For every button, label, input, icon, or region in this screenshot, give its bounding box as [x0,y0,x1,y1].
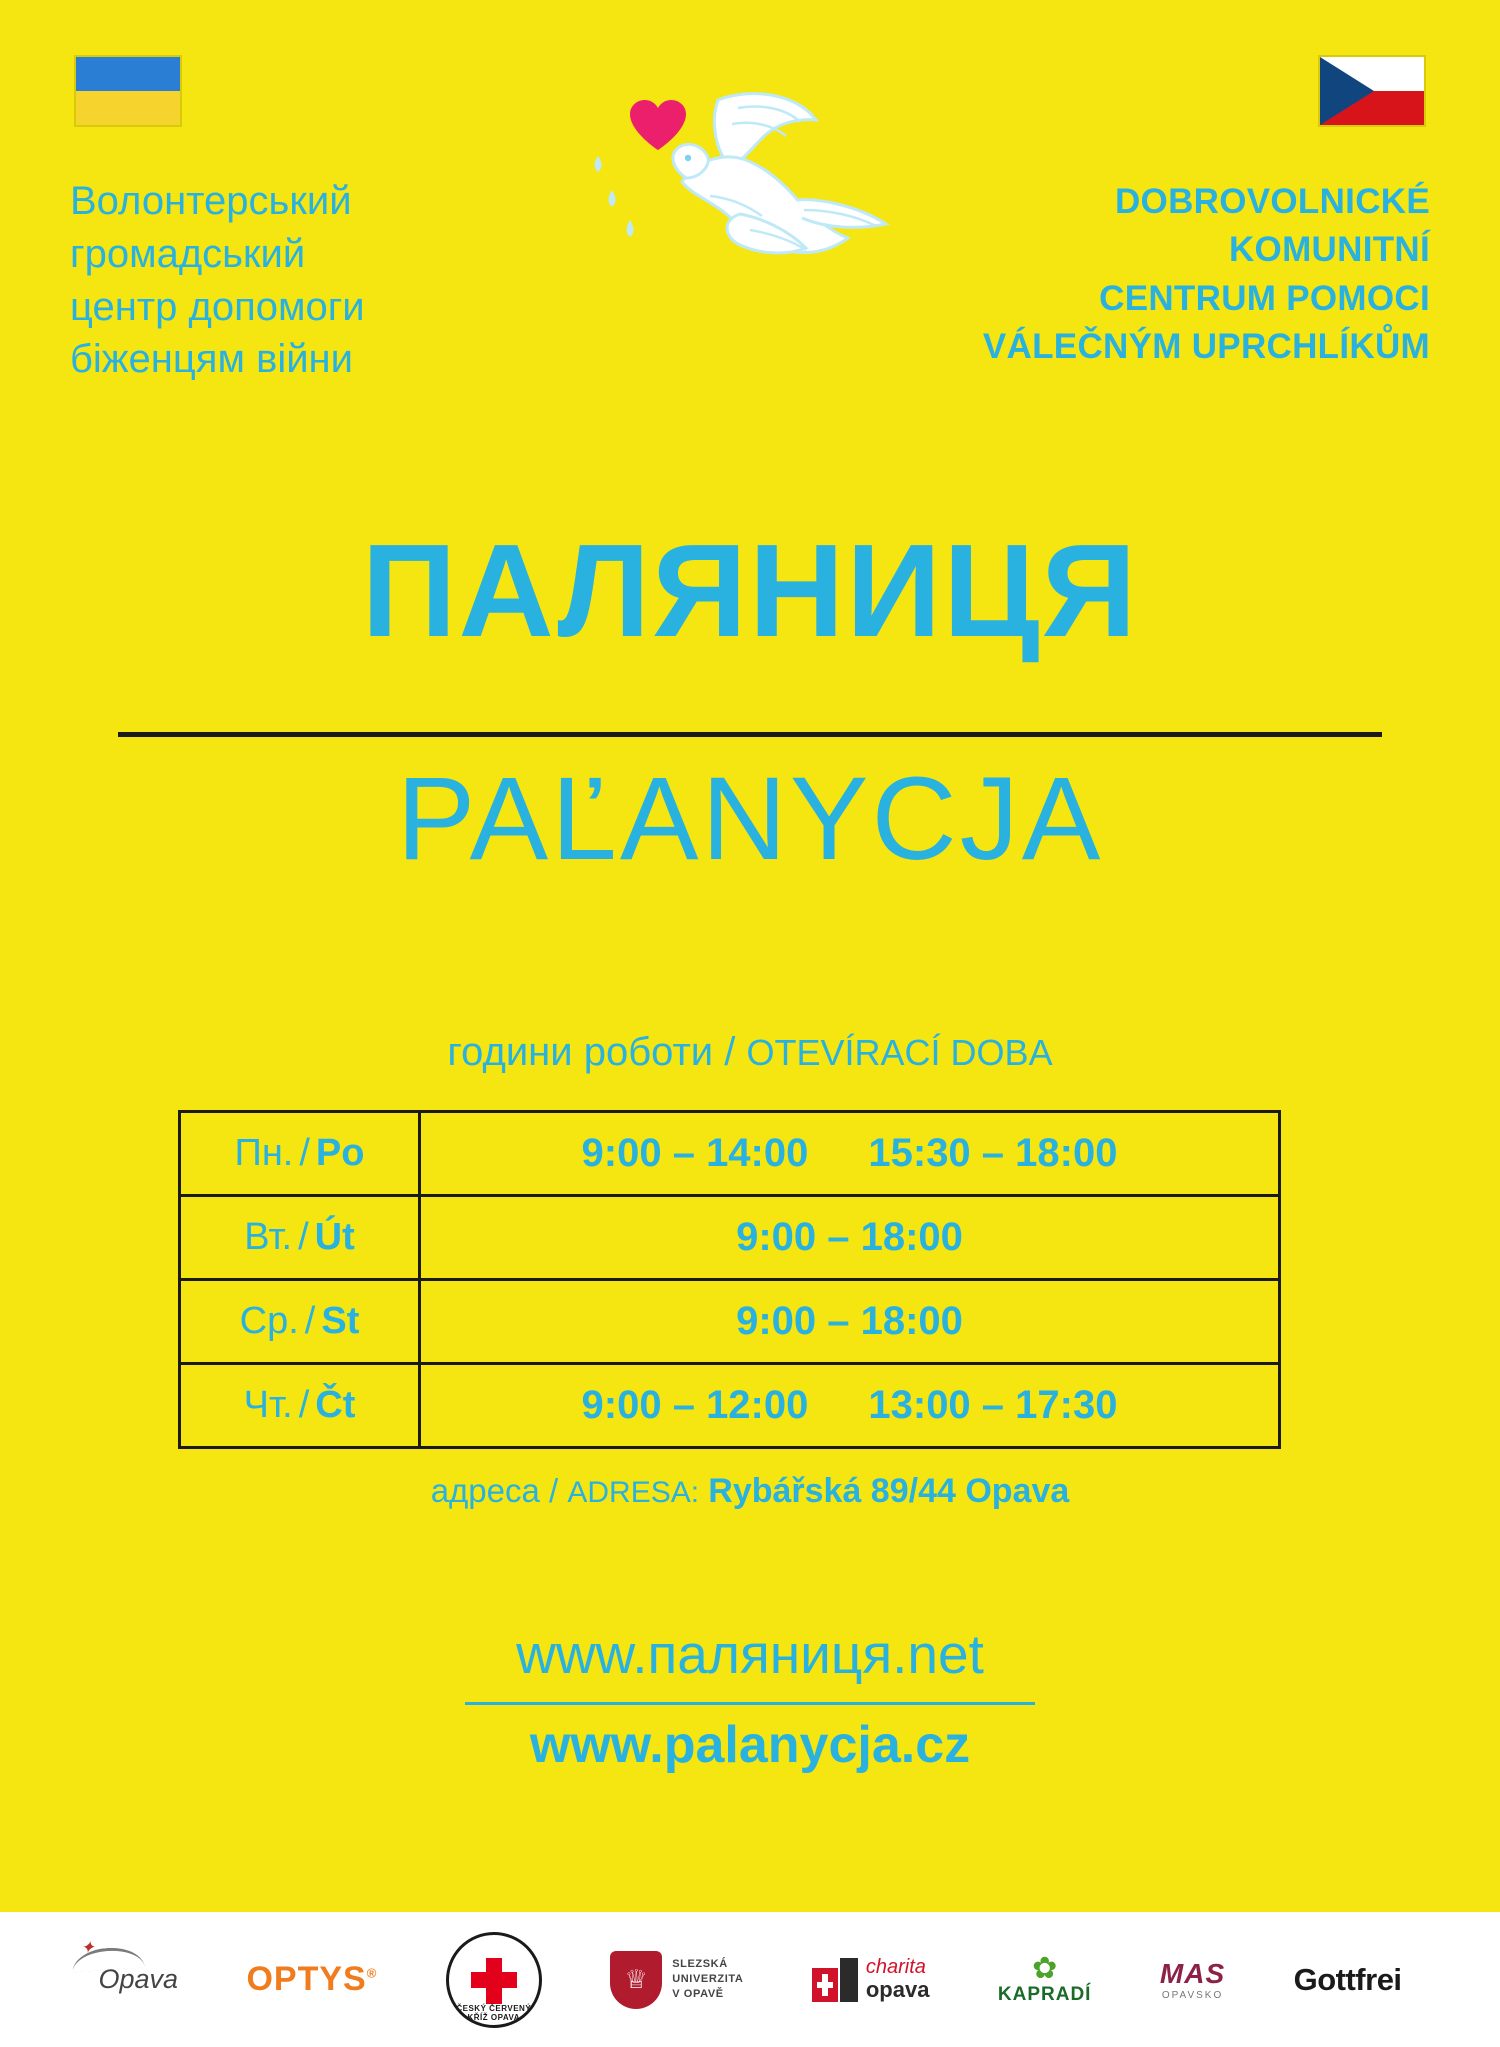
ukraine-flag-yellow-band [76,91,180,125]
times-cell [421,1197,1278,1278]
day-cell [181,1113,421,1194]
hours-heading-uk: години роботи [447,1030,714,1074]
table-row [181,1197,1278,1281]
logo-charita-opava [812,1937,930,2023]
website-link-cyrillic[interactable]: www.паляниця.net [516,1623,984,1685]
logo-mas-sublabel: OPAVSKO [1161,1990,1224,2001]
day-cell [181,1197,421,1278]
header-line-uk-4: біженцям війни [70,337,353,382]
hours-heading-separator: / [724,1030,736,1074]
logo-slu-line3: V OPAVĚ [672,1987,724,2000]
logo-optys-mark: ® [366,1965,378,1981]
dove-with-heart-icon [590,78,910,343]
logo-mas-label: MAS [1159,1958,1226,1989]
day-label-cz: St [321,1300,360,1342]
times-cell [421,1365,1278,1446]
day-label-uk: Вт. [244,1216,293,1258]
logo-opava-label: Opava [98,1964,179,1994]
sponsor-logo-bar [0,1912,1500,2047]
day-separator: / [299,1132,310,1174]
day-label-cz: Po [315,1132,365,1174]
header-text-czech [870,178,1430,371]
address-label-cz: ADRESA: [567,1476,700,1509]
ukraine-flag-blue-band [76,57,180,91]
header-line-cz-2: KOMUNITNÍ [1228,230,1430,270]
logo-kapradi [998,1937,1092,2023]
czech-flag-icon [1318,55,1426,127]
fern-leaf-icon: ✿ [1032,1951,1058,1985]
logo-optys-label: OPTYS [246,1960,367,1998]
header-line-cz-3: CENTRUM POMOCI [1099,278,1430,318]
day-cell [181,1281,421,1362]
time-range-1: 9:00 – 12:00 [581,1383,809,1427]
opening-hours-heading [0,1030,1500,1075]
logo-cesky-cerveny-kriz [446,1937,542,2023]
day-separator: / [298,1216,309,1258]
table-row [181,1281,1278,1365]
time-range-1: 9:00 – 18:00 [736,1299,963,1343]
address-line [0,1472,1500,1511]
opava-bird-icon: ✦ [80,1938,95,1957]
logo-slu-line2: UNIVERZITA [672,1973,744,1986]
page-title-cyrillic: ПАЛЯНИЦЯ [361,517,1139,664]
website-divider [465,1702,1035,1705]
day-separator: / [298,1384,310,1426]
logo-kapradi-label: KAPRADÍ [997,1983,1092,2005]
day-label-cz: Čt [315,1384,356,1426]
opening-hours-table [178,1110,1281,1449]
title-divider [118,732,1382,737]
day-label-cz: Út [314,1216,355,1258]
logo-charita-label-1: charita [865,1956,926,1979]
time-range-1: 9:00 – 18:00 [736,1215,963,1259]
time-range-1: 9:00 – 14:00 [581,1131,809,1175]
logo-mas-opavsko [1160,1937,1225,2023]
time-range-2: 15:30 – 18:00 [868,1131,1118,1175]
address-separator: / [549,1472,559,1509]
page-title-latin: PAĽANYCJA [396,753,1104,885]
charita-cross-tower-icon [812,1958,858,2002]
logo-crc-label: ČESKÝ ČERVENÝ KŘÍŽ OPAVA [456,2003,532,2022]
address-value: Rybářská 89/44 Opava [708,1472,1070,1510]
logo-opava [80,1937,179,2023]
hours-heading-cz: OTEVÍRACÍ DOBA [746,1032,1053,1073]
header-line-cz-4: VÁLEČNÝM UPRCHLÍKŮM [982,326,1430,366]
university-crest-icon: ♕ [610,1951,662,2009]
header-line-uk-2: громадський [70,231,306,276]
table-row [181,1365,1278,1449]
czech-flag-blue-triangle [1320,57,1374,125]
day-separator: / [304,1300,316,1342]
website-link-latin[interactable]: www.palanycja.cz [529,1716,971,1774]
header-line-uk-1: Волонтерський [70,179,352,223]
logo-slezska-univerzita [610,1937,743,2023]
logo-optys [246,1937,377,2023]
time-range-2: 13:00 – 17:30 [868,1383,1118,1427]
times-cell [421,1113,1278,1194]
ukraine-flag-icon [74,55,182,127]
header-line-cz-1: DOBROVOLNICKÉ [1114,182,1430,221]
logo-gottfrei [1294,1937,1402,2023]
logo-gottfrei-label: Gottfrei [1293,1961,1402,1997]
logo-charita-label-2: opava [865,1977,930,2003]
times-cell [421,1281,1278,1362]
header-text-ukrainian [70,175,540,386]
address-label-uk: адреса [430,1472,540,1509]
logo-slu-line1: SLEZSKÁ [672,1958,728,1971]
day-label-uk: Чт. [243,1384,293,1426]
table-row [181,1113,1278,1197]
day-label-uk: Ср. [239,1300,299,1342]
day-label-uk: Пн. [234,1132,294,1174]
day-cell [181,1365,421,1446]
red-cross-icon-bar [471,1972,517,1988]
header-line-uk-3: центр допомоги [70,284,365,329]
